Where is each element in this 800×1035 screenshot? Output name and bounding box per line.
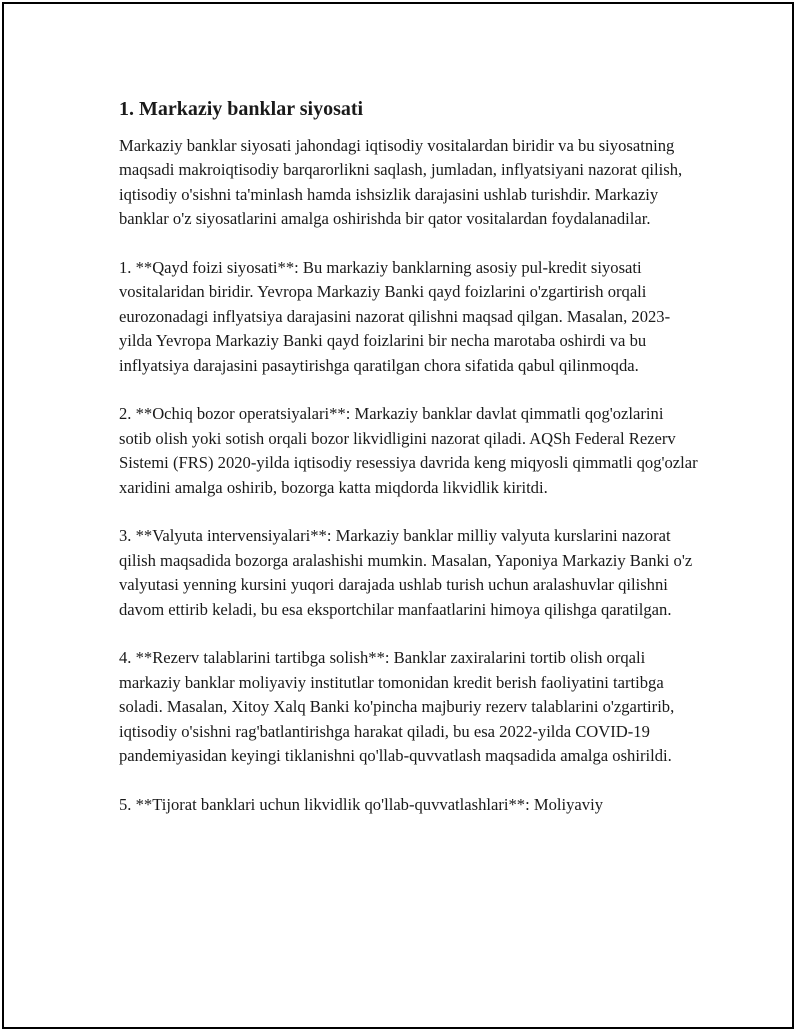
list-item-ochiq-bozor: 2. **Ochiq bozor operatsiyalari**: Markaziy banklar davlat qimmatli qog'ozlarini sotib olish yoki sotish orqali bozor likvidligini nazorat qiladi. AQSh Federal Rezerv Sistemi (FRS) 2020-yilda iqtisodiy resessiya davrida keng miqyosli qimmatli qog'ozlar xaridini amalga oshirib, bozorga katta miqdorda likvidlik kiritdi. [119,404,698,497]
intro-paragraph: Markaziy banklar siyosati jahondagi iqtisodiy vositalardan biridir va bu siyosatning maqsadi makroiqtisodiy barqarorlikni saqlash, jumladan, inflyatsiyani nazorat qilish, iqtisodiy o'sishni ta'minlash hamda ishsizlik darajasini ushlab turishdir. Markaziy banklar o'z siyosatlarini amalga oshirishda bir qator vositalardan foydalanadilar. [119,136,683,229]
list-item-rezerv: 4. **Rezerv talablarini tartibga solish**: Banklar zaxiralarini tortib olish orqali markaziy banklar moliyaviy institutlar tomonidan kredit berish faoliyatini tartibga soladi. Masalan, Xitoy Xalq Banki ko'pincha majburiy rezerv talablarini o'zgartirib, iqtisodiy o'sishni rag'batlantirishga harakat qiladi, bu esa 2022-yilda COVID-19 pandemiyasidan keyingi tiklanishni qo'llab-quvvatlash maqsadida amalga oshirildi. [119,648,675,766]
list-item-likvidlik: 5. **Tijorat banklari uchun likvidlik qo'llab-quvvatlashlari**: Moliyaviy [119,794,603,814]
list-item-qayd-foizi: 1. **Qayd foizi siyosati**: Bu markaziy banklarning asosiy pul-kredit siyosati vositalaridan biridir. Yevropa Markaziy Banki qayd foizlarini o'zgartirish orqali eurozonadagi inflyatsiya darajasini nazorat qilishni maqsad qilgan. Masalan, 2023-yilda Yevropa Markaziy Banki qayd foizlarini bir necha marotaba oshirdi va bu inflyatsiya darajasini pasaytirishga qaratilgan chora sifatida qabul qilinmoqda. [119,258,671,375]
document-content [119,96,699,842]
document-page [2,2,794,1029]
section-heading: 1. Markaziy banklar siyosati [119,98,364,120]
list-item-valyuta: 3. **Valyuta intervensiyalari**: Markaziy banklar milliy valyuta kurslarini nazorat qilish maqsadida bozorga aralashishi mumkin. Masalan, Yaponiya Markaziy Banki o'z valyutasi yenning kursini yuqori darajada ushlab turish uchun aralashuvlar qilishni davom ettirib keladi, bu esa eksportchilar manfaatlarini himoya qilishga qaratilgan. [119,526,693,619]
